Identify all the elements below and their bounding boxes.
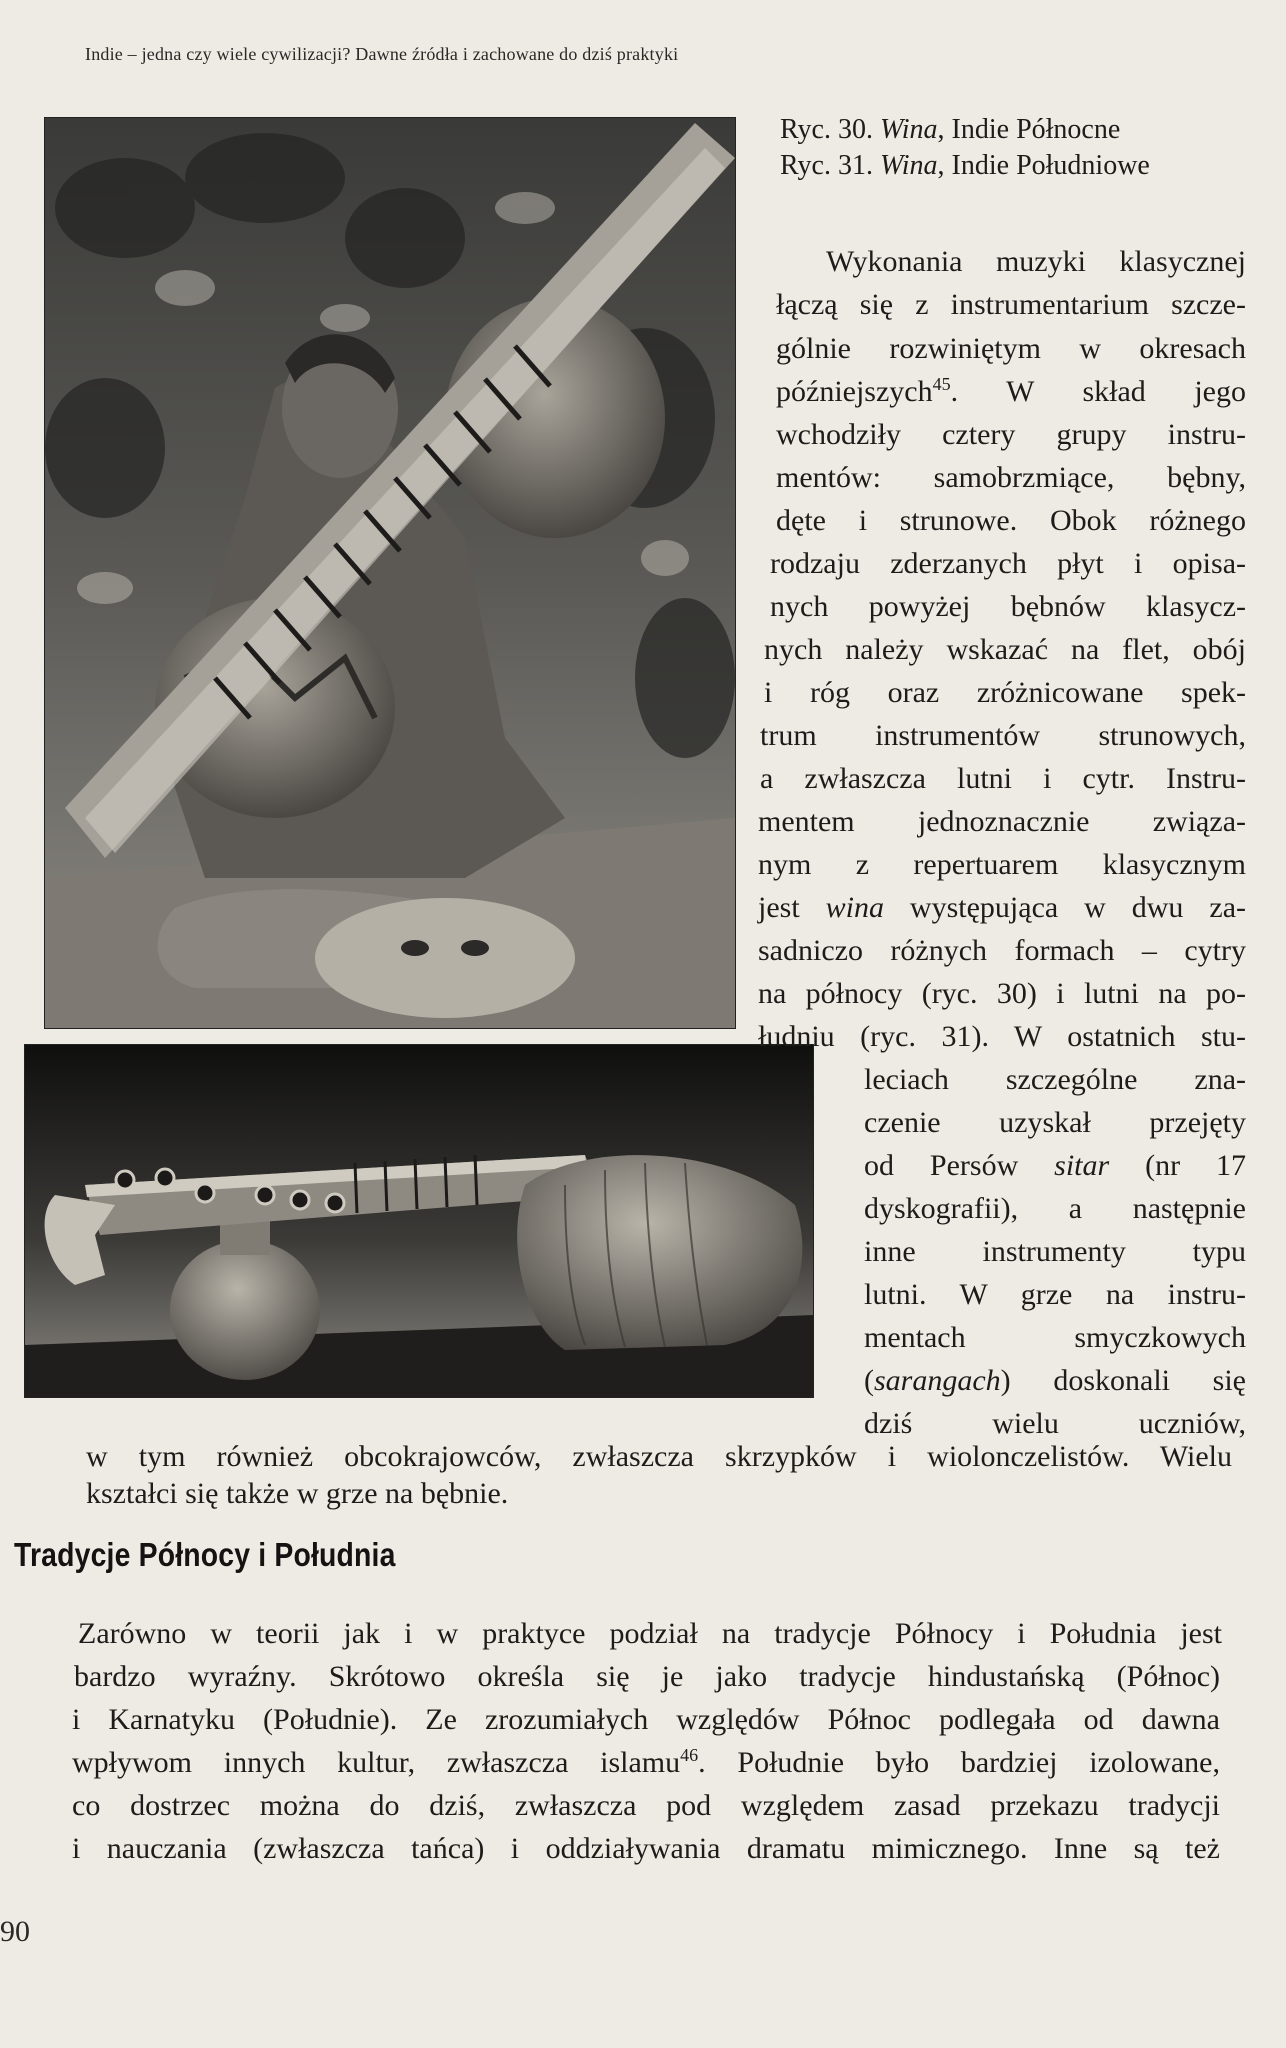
text-line [864,1359,1246,1403]
text-line: dyskografii), a następnie [864,1192,1246,1225]
text-line: dęte i strunowe. Obok różnego [776,504,1246,537]
caption-number: Ryc. 30. [780,114,873,145]
text-line: co dostrzec można do dziś, zwłaszcza pod względem zasad przekazu tradycji [72,1789,1220,1822]
photo-wina-south-instrument [24,1044,814,1398]
photo-wina-north-illustration [45,118,735,1028]
text-span: ( [864,1364,874,1397]
text-line: mentów: samobrzmiące, bębny, [776,461,1246,494]
text-line [758,886,1246,930]
text-span: ) [1000,1364,1011,1397]
photo-wina-north-player [44,117,736,1029]
text-line: mentem jednoznacznie związa- [758,805,1246,838]
text-line: nym z repertuarem klasycznym [758,848,1246,881]
photo-wina-south-illustration [25,1045,813,1397]
text-line: w tym również obcokrajowców, zwłaszcza skrzypków i wiolonczelistów. Wielu [86,1440,1232,1473]
text-line: inne instrumenty typu [864,1235,1246,1268]
text-span: jest [758,891,800,924]
footnote-ref-46[interactable]: 46 [680,1745,699,1765]
text-line: kształci się także w grze na bębnie. [86,1477,509,1510]
text-line: na północy (ryc. 30) i lutni na po- [758,977,1246,1010]
text-line: leciach szczególne zna- [864,1063,1246,1096]
text-line: i nauczania (zwłaszcza tańca) i oddziaływania dramatu mimicznego. Inne są też [72,1832,1220,1865]
text-line: rodzaju zderzanych płyt i opisa- [770,547,1246,580]
text-span: (nr 17 [1109,1149,1247,1182]
caption-text: , Indie Południowe [937,150,1150,181]
text-line: i róg oraz zróżnicowane spek- [764,676,1246,709]
text-line: łudniu (ryc. 31). W ostatnich stu- [758,1020,1246,1053]
section-heading: Tradycje Północy i Południa [14,1536,396,1573]
caption-text: , Indie Północne [937,114,1121,145]
text-italic: sarangach [874,1364,1001,1397]
text-line: mentach smyczkowych [864,1321,1246,1354]
text-line: gólnie rozwiniętym w okresach [776,332,1246,365]
text-line: Wykonania muzyki klasycznej [826,245,1246,278]
text-line [864,1144,1246,1188]
text-line: łączą się z instrumentarium szcze- [776,288,1246,321]
text-italic: wina [825,891,884,924]
footnote-ref-45[interactable]: 45 [932,374,951,394]
caption-italic-title: Wina [879,114,938,145]
text-line: czenie uzyskał przejęty [864,1106,1246,1139]
text-line: trum instrumentów strunowych, [760,719,1246,752]
text-line: lutni. W grze na instru- [864,1278,1246,1311]
text-line: nych należy wskazać na flet, obój [764,633,1246,666]
text-line: Zarówno w teorii jak i w praktyce podział na tradycje Północy i Południa jest [78,1617,1222,1650]
text-line: a zwłaszcza lutni i cytr. Instru- [760,762,1246,795]
figure-captions [780,112,1220,184]
text-line: nych powyżej bębnów klasycz- [770,590,1246,623]
text-line: sadniczo różnych formach – cytry [758,934,1246,967]
text-span: późniejszych [776,375,933,408]
text-span: od Persów [864,1149,1019,1182]
text-line: bardzo wyraźny. Skrótowo określa się je jako tradycje hindustańską (Północ) [74,1660,1220,1693]
text-italic: sitar [1054,1149,1110,1182]
running-head: Indie – jedna czy wiele cywilizacji? Dawne źródła i zachowane do dziś praktyki [85,44,679,64]
text-line [72,1741,1220,1785]
text-span: wpływom innych kultur, zwłaszcza islamu [72,1746,681,1779]
text-line: dziś wielu uczniów, [864,1407,1246,1440]
caption-number: Ryc. 31. [780,150,873,181]
text-line [776,370,1246,414]
text-span: występująca w dwu za- [883,891,1246,924]
text-span: . Południe było bardziej izolowane, [698,1746,1220,1779]
caption-ryc-30 [780,112,1220,148]
text-line: i Karnatyku (Południe). Ze zrozumiałych względów Północ podlegała od dawna [72,1703,1220,1736]
caption-italic-title: Wina [879,150,938,181]
caption-ryc-31 [780,148,1220,184]
text-span: doskonali się [1053,1364,1246,1397]
page-number: 90 [0,1915,30,1948]
text-line: wchodziły cztery grupy instru- [776,418,1246,451]
text-span: . W skład jego [950,375,1246,408]
